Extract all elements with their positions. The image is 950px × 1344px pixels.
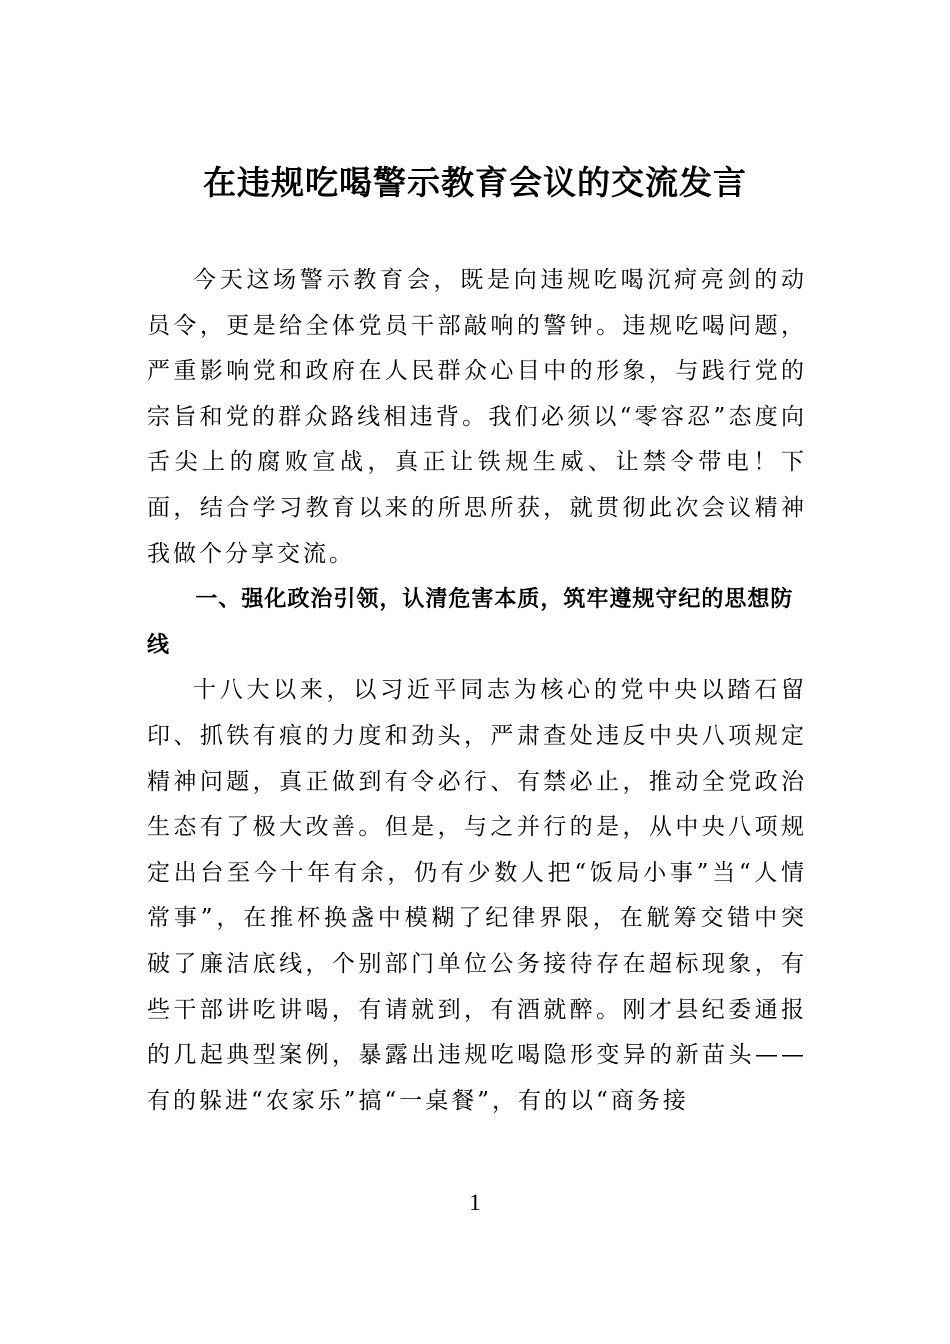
paragraph-intro: 今天这场警示教育会，既是向违规吃喝沉疴亮剑的动员令，更是给全体党员干部敲响的警钟。违规吃喝问题，严重影响党和政府在人民群众心目中的形象，与践行党的宗旨和党的群众路线相违背。我们必须以“零容忍”态度向舌尖上的腐败宣战，真正让铁规生威、让禁令带电！下面，结合学习教育以来的所思所获，就贯彻此次会议精神我做个分享交流。 [147,267,807,567]
page-number: 1 [469,1190,481,1215]
paragraph-section-1: 十八大以来，以习近平同志为核心的党中央以踏石留印、抓铁有痕的力度和劲头，严肃查处违反中央八项规定精神问题，真正做到有令必行、有禁必止，推动全党政治生态有了极大改善。但是，与之并行的是，从中央八项规定出台至今十年有余，仍有少数人把“饭局小事”当“人情常事”，在推杯换盏中模糊了纪律界限，在觥筹交错中突破了廉洁底线，个别部门单位公务接待存在超标现象，有些干部讲吃讲喝，有请就到，有酒就醉。刚才县纪委通报的几起典型案例，暴露出违规吃喝隐形变异的新苗头——有的躲进“农家乐”搞“一桌餐”，有的以“商务接 [147,677,807,1114]
document-body [147,258,807,1124]
document-title: 在违规吃喝警示教育会议的交流发言 [203,163,747,202]
section-heading-1: 一、强化政治引领，认清危害本质，筑牢遵规守纪的思想防线 [147,587,794,658]
